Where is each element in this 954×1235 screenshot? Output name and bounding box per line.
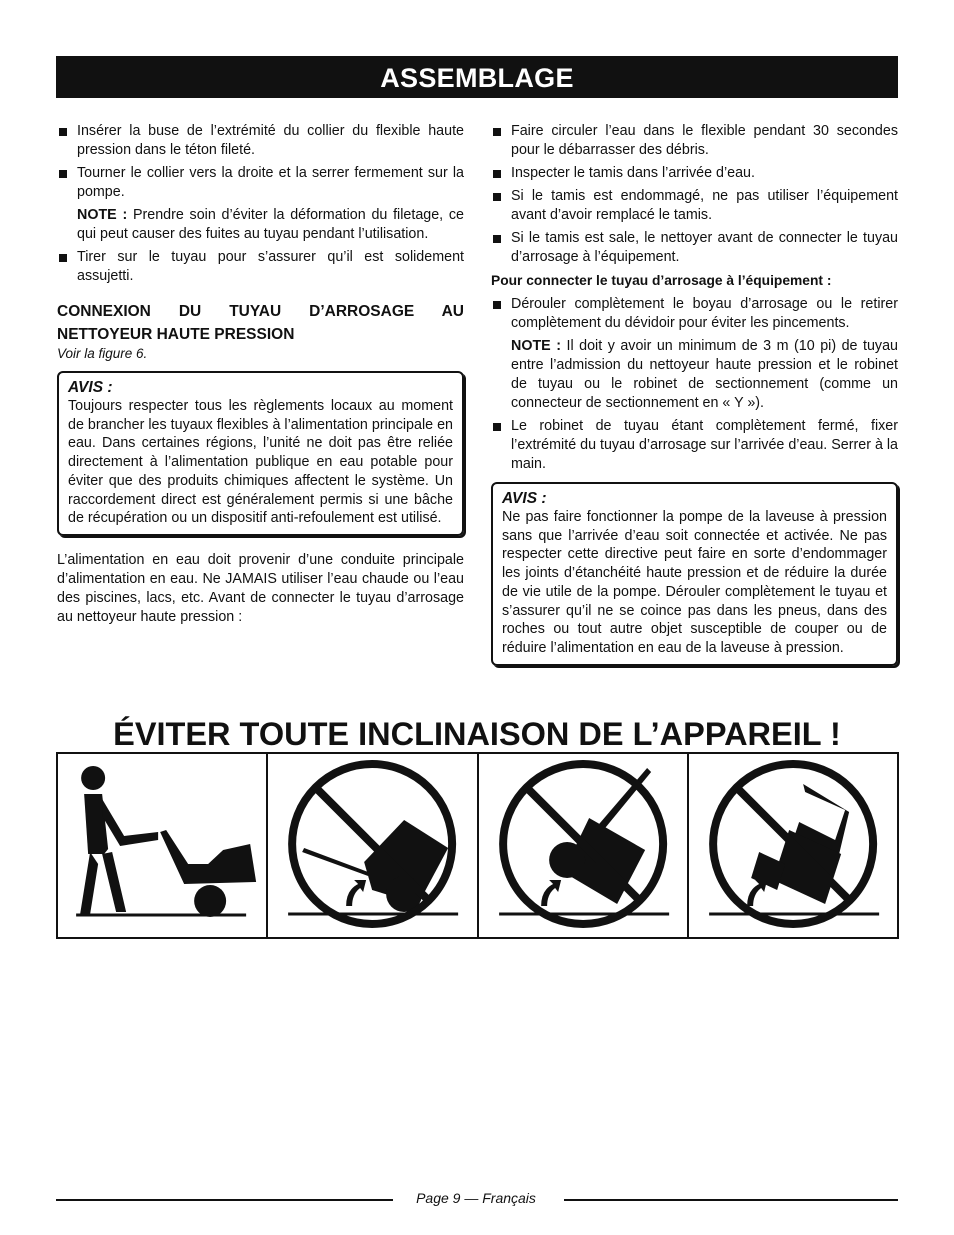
notice-title: AVIS : [502,490,547,507]
note-label: NOTE : [511,338,561,354]
list-item: Dérouler complètement le boyau d’arrosage ou le retirer complètement du dévidoir pour éviter les pincements. [491,295,898,333]
left-column [57,122,464,627]
list-item: Inspecter le tamis dans l’arrivée d’eau. [491,164,898,183]
note-label: NOTE : [77,207,128,223]
right-column [491,122,898,666]
list-item: Si le tamis est sale, le nettoyer avant de connecter le tuyau d’arrosage à l’équipement. [491,229,898,267]
prohibited-tilt-illustration-1 [268,754,478,937]
prohibited-icon [689,754,897,937]
notice-box [491,482,898,666]
section-banner: ASSEMBLAGE [56,56,898,98]
notice-text: Toujours respecter tous les règlements locaux au moment de brancher les tuyaux flexibles à l’alimentation principale en eau. Dans certaines régions, l’unité ne doit pas être reliée directement à l’alimentation publique en eau potable pour éviter que des produits chimiques affectent le système. Un raccordement direct est généralement permis si une bâche de récupération ou un dispositif anti-refoulement est utilisé. [68,398,453,527]
notice-title: AVIS : [68,379,113,396]
assembly-steps [57,122,464,202]
footer-rule [56,1199,393,1201]
list-item: Tirer sur le tuyau pour s’assurer qu’il est solidement assujetti. [57,248,464,286]
section-heading: CONNEXION DU TUYAU D’ARROSAGE AU NETTOYEUR HAUTE PRESSION [57,303,464,343]
figure-reference: Voir la figure 6. [57,346,148,361]
notice-box [57,371,464,536]
page-footer [56,1188,898,1208]
prohibited-tilt-illustration-3 [689,754,897,937]
hose-steps [491,122,898,267]
list-item: Le robinet de tuyau étant complètement fermé, fixer l’extrémité du tuyau d’arrosage sur l’arrivée d’eau. Serrer à la main. [491,417,898,474]
list-item: Faire circuler l’eau dans le flexible pendant 30 secondes pour le débarrasser des débris. [491,122,898,160]
note [57,206,464,244]
prohibited-icon [479,754,687,937]
body-paragraph: L’alimentation en eau doit provenir d’une conduite principale d’alimentation en eau. Ne JAMAIS utiliser l’eau chaude ou l’eau des piscines, lacs, etc. Avant de connecter le tuyau d’arrosage au nettoyeur haute pression : [57,551,464,625]
correct-usage-illustration [58,754,268,937]
prohibited-tilt-illustration-2 [479,754,689,937]
list-item: Si le tamis est endommagé, ne pas utiliser l’équipement avant d’avoir remplacé le tamis. [491,187,898,225]
subheading: Pour connecter le tuyau d’arrosage à l’équipement : [491,273,832,288]
note-text: Il doit y avoir un minimum de 3 m (10 pi) de tuyau entre l’admission du nettoyeur haute pression et le robinet de tuyau ou le robinet de sectionnement (comme un connecteur de sectionnement en « Y »). [511,338,898,411]
warning-title: ÉVITER TOUTE INCLINAISON DE L’APPAREIL ! [113,716,841,752]
footer-rule [564,1199,898,1201]
notice-text: Ne pas faire fonctionner la pompe de la laveuse à pression sans que l’arrivée d’eau soit connectée et activée. Ne pas respecter cette directive peut faire en sorte d’endommager les joints d’étanchéité haute pression et de réduire la durée de vie utile de la pompe. Dérouler complètement le tuyau et s’assurer qu’il ne se coince pas dans les pneus, dans des roches ou tout autre objet susceptible de couper ou de réduire l’alimentation en eau de la laveuse à pression. [502,509,887,656]
list-item: Tourner le collier vers la droite et la serrer fermement sur la pompe. [57,164,464,202]
tilt-illustration-panel [56,752,899,939]
note [491,337,898,413]
list-item: Insérer la buse de l’extrémité du collier du flexible haute pression dans le téton fileté. [57,122,464,160]
note-text: Prendre soin d’éviter la déformation du filetage, ce qui peut causer des fuites au tuyau pendant l’utilisation. [77,207,464,242]
prohibited-icon [268,754,476,937]
page-number: Page 9 — Français [416,1190,536,1206]
person-pushing-cart-icon [58,754,266,937]
